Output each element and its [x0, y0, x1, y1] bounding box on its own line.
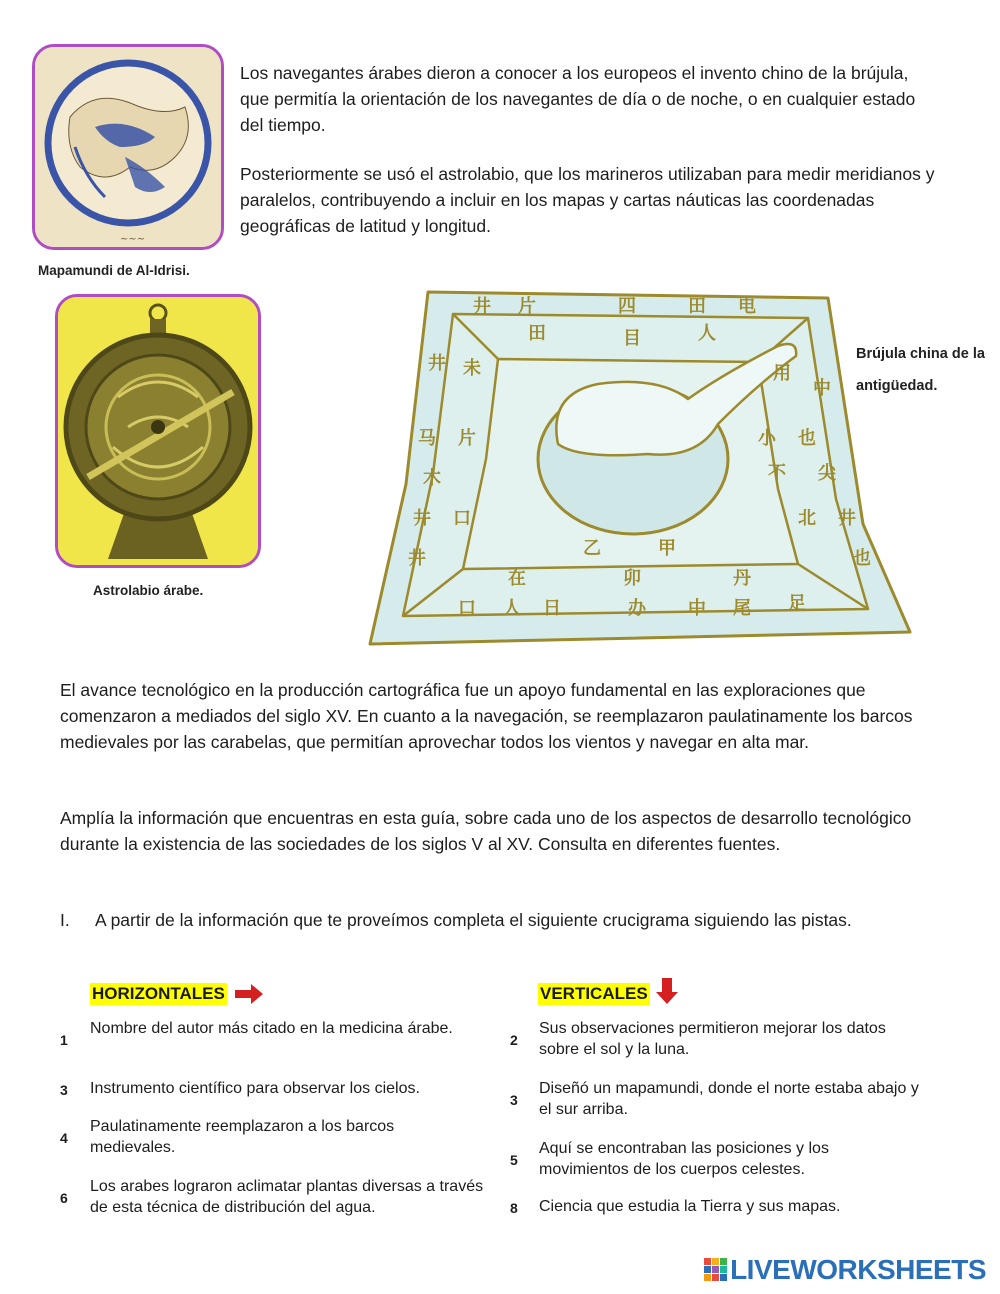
logo-text: LIVEWORKSHEETS — [730, 1254, 986, 1285]
compass-caption: Brújula china de la antigüedad. — [856, 346, 985, 394]
svg-text:未: 未 — [463, 358, 481, 379]
clue-number: 1 — [60, 1032, 68, 1048]
clue-number: 6 — [60, 1190, 68, 1206]
svg-text:井: 井 — [428, 353, 446, 374]
svg-text:在: 在 — [508, 568, 526, 589]
clue-text: Ciencia que estudia la Tierra y sus mapas. — [539, 1198, 841, 1215]
svg-text:口: 口 — [453, 508, 471, 529]
liveworksheets-logo — [704, 1254, 986, 1286]
clue-number: 8 — [510, 1200, 518, 1216]
svg-text:田: 田 — [688, 296, 706, 317]
clue-text: Nombre del autor más citado en la medicina árabe. — [90, 1020, 453, 1037]
arrow-down-icon — [656, 978, 678, 1004]
svg-text:乙: 乙 — [583, 538, 601, 559]
clue-text: Diseñó un mapamundi, donde el norte estaba abajo y el sur arriba. — [539, 1080, 919, 1118]
svg-text:井: 井 — [473, 296, 491, 317]
svg-text:中: 中 — [688, 598, 706, 619]
astrolabe-caption: Astrolabio árabe. — [93, 583, 204, 598]
clue-number: 2 — [510, 1032, 518, 1048]
svg-text:马: 马 — [418, 428, 436, 449]
svg-text:人: 人 — [503, 598, 521, 619]
svg-text:片: 片 — [518, 296, 536, 317]
instruction-number: I. — [60, 910, 70, 930]
svg-text:不: 不 — [768, 463, 786, 484]
clue-number: 5 — [510, 1152, 518, 1168]
svg-text:井: 井 — [408, 548, 426, 569]
clue-text: Paulatinamente reemplazaron a los barcos medievales. — [90, 1118, 395, 1156]
svg-text:也: 也 — [798, 428, 816, 449]
vertical-title: VERTICALES — [540, 984, 648, 1003]
clue-text: Los arabes lograron aclimatar plantas diversas a través de esta técnica de distribución del agua. — [90, 1178, 484, 1216]
clue-text: Sus observaciones permitieron mejorar los datos sobre el sol y la luna. — [539, 1020, 886, 1058]
body-paragraph-2: Amplía la información que encuentras en esta guía, sobre cada uno de los aspectos de desarrollo tecnológico durante la existencia de las sociedades de los siglos V al XV. Consulta en diferentes fuentes. — [60, 808, 912, 854]
vertical-heading — [538, 983, 678, 1005]
svg-text:尾: 尾 — [733, 598, 751, 619]
instruction-text: A partir de la información que te proveímos completa el siguiente crucigrama siguiendo las pistas. — [95, 910, 852, 930]
svg-text:用: 用 — [773, 363, 791, 384]
compass-image — [358, 284, 918, 654]
svg-text:日: 日 — [543, 598, 561, 619]
intro-paragraph-1: Los navegantes árabes dieron a conocer a los europeos el invento chino de la brújula, que permitía la orientación de los navegantes de día o de noche, o en cualquier estado del tiempo. — [240, 63, 916, 135]
svg-text:丹: 丹 — [733, 568, 751, 589]
svg-text:人: 人 — [698, 323, 716, 344]
svg-text:中: 中 — [813, 378, 831, 399]
svg-text:北: 北 — [798, 508, 816, 529]
svg-text:口: 口 — [458, 598, 476, 619]
svg-text:井: 井 — [838, 508, 856, 529]
astrolabe-image — [55, 294, 261, 568]
clue-number: 3 — [510, 1092, 518, 1108]
svg-text:~~~: ~~~ — [120, 234, 146, 245]
world-map-illustration — [35, 47, 221, 247]
svg-text:井: 井 — [413, 508, 431, 529]
intro-paragraph-2: Posteriormente se usó el astrolabio, que los marineros utilizaban para medir meridianos y paralelos, contribuyendo a incluir en los mapas y cartas náuticas las coordenadas geográficas de latitud y longitud. — [240, 164, 935, 236]
svg-text:办: 办 — [628, 598, 646, 619]
clue-text: Aquí se encontraban las posiciones y los movimientos de los cuerpos celestes. — [539, 1140, 829, 1178]
logo-grid-icon — [704, 1258, 728, 1282]
map-caption: Mapamundi de Al-Idrisi. — [38, 263, 190, 278]
svg-text:目: 目 — [623, 328, 641, 349]
svg-text:电: 电 — [738, 296, 756, 317]
svg-text:尖: 尖 — [818, 463, 836, 484]
astrolabe-illustration — [58, 297, 258, 565]
map-image — [32, 44, 224, 250]
clue-number: 3 — [60, 1082, 68, 1098]
body-paragraph-1: El avance tecnológico en la producción cartográfica fue un apoyo fundamental en las exploraciones que comenzaron a mediados del siglo XV. En cuanto a la navegación, se reemplazaron paulatinamente los barcos medievales por las carabelas, que permitían aprovechar todos los vientos y navegar en alta mar. — [60, 680, 913, 752]
svg-text:也: 也 — [853, 548, 871, 569]
svg-text:四: 四 — [618, 296, 636, 317]
clue-text: Instrumento científico para observar los cielos. — [90, 1080, 420, 1097]
svg-text:片: 片 — [458, 428, 476, 449]
svg-text:甲: 甲 — [658, 538, 676, 559]
clue-number: 4 — [60, 1130, 68, 1146]
svg-text:木: 木 — [423, 468, 441, 489]
svg-text:小: 小 — [758, 428, 776, 449]
horizontal-title: HORIZONTALES — [92, 984, 225, 1003]
chinese-compass-illustration — [358, 284, 918, 654]
arrow-right-icon — [235, 984, 265, 1004]
horizontal-heading — [90, 983, 265, 1005]
svg-text:卯: 卯 — [623, 568, 641, 589]
svg-text:足: 足 — [788, 593, 806, 614]
svg-text:田: 田 — [528, 323, 546, 344]
